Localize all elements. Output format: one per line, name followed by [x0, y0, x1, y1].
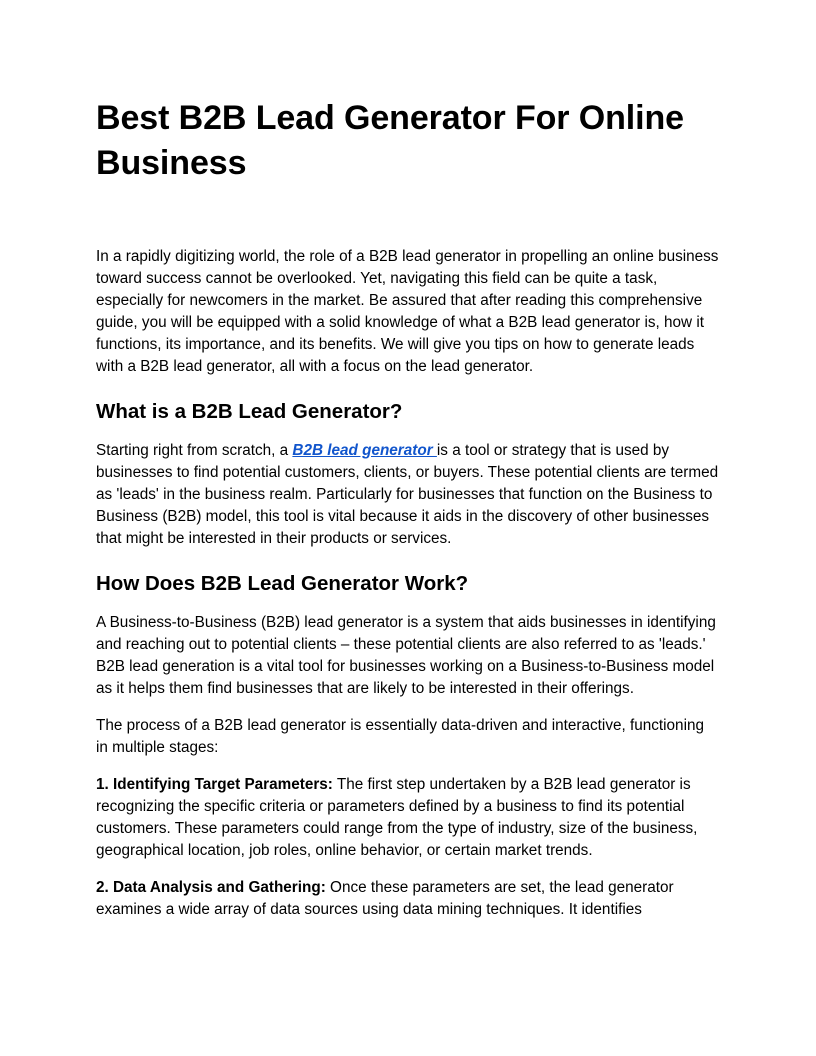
b2b-lead-generator-link[interactable]: B2B lead generator [292, 442, 437, 459]
section-how-paragraph-2: The process of a B2B lead generator is essentially data-driven and interactive, functioning in multiple stages: [96, 717, 704, 756]
text-before-link: Starting right from scratch, a [96, 442, 293, 459]
document-page [96, 96, 720, 921]
step-label: 2. Data Analysis and Gathering: [96, 879, 326, 896]
section-what-is-paragraph [96, 440, 720, 550]
section-how-paragraph-1: A Business-to-Business (B2B) lead generator is a system that aids businesses in identifying and reaching out to potential clients – these potential clients are also referred to as 'leads.' B2B lead generation is a vital tool for businesses working on a Business-to-Business model as it helps them find businesses that are likely to be interested in their offerings. [96, 614, 716, 697]
text-after-link: is a tool or strategy that is used by businesses to find potential customers, clients, or buyers. These potential clients are termed as 'leads' in the business realm. Particularly for businesses that function on the Business to Business (B2B) model, this tool is vital because it aids in the discovery of other businesses that might be interested in their products or services. [96, 442, 719, 547]
step-label: 1. Identifying Target Parameters: [96, 776, 333, 793]
step-paragraph [96, 877, 720, 921]
section-heading-how-it-works: How Does B2B Lead Generator Work? [96, 572, 469, 595]
step-text: Once these parameters are set, the lead generator examines a wide array of data sources using data mining techniques. It identifies [96, 879, 674, 918]
step-paragraph [96, 774, 720, 862]
page-title: Best B2B Lead Generator For Online Business [96, 99, 684, 182]
intro-paragraph: In a rapidly digitizing world, the role of a B2B lead generator in propelling an online business toward success cannot be overlooked. Yet, navigating this field can be quite a task, especially for newcomers in the market. Be assured that after reading this comprehensive guide, you will be equipped with a solid knowledge of what a B2B lead generator is, how it functions, its importance, and its benefits. We will give you tips on how to generate leads with a B2B lead generator, all with a focus on the lead generator. [96, 248, 719, 375]
section-heading-what-is: What is a B2B Lead Generator? [96, 400, 403, 423]
step-text: The first step undertaken by a B2B lead generator is recognizing the specific criteria or parameters defined by a business to find its potential customers. These parameters could range from the type of industry, size of the business, geographical location, job roles, online behavior, or certain market trends. [96, 776, 698, 859]
